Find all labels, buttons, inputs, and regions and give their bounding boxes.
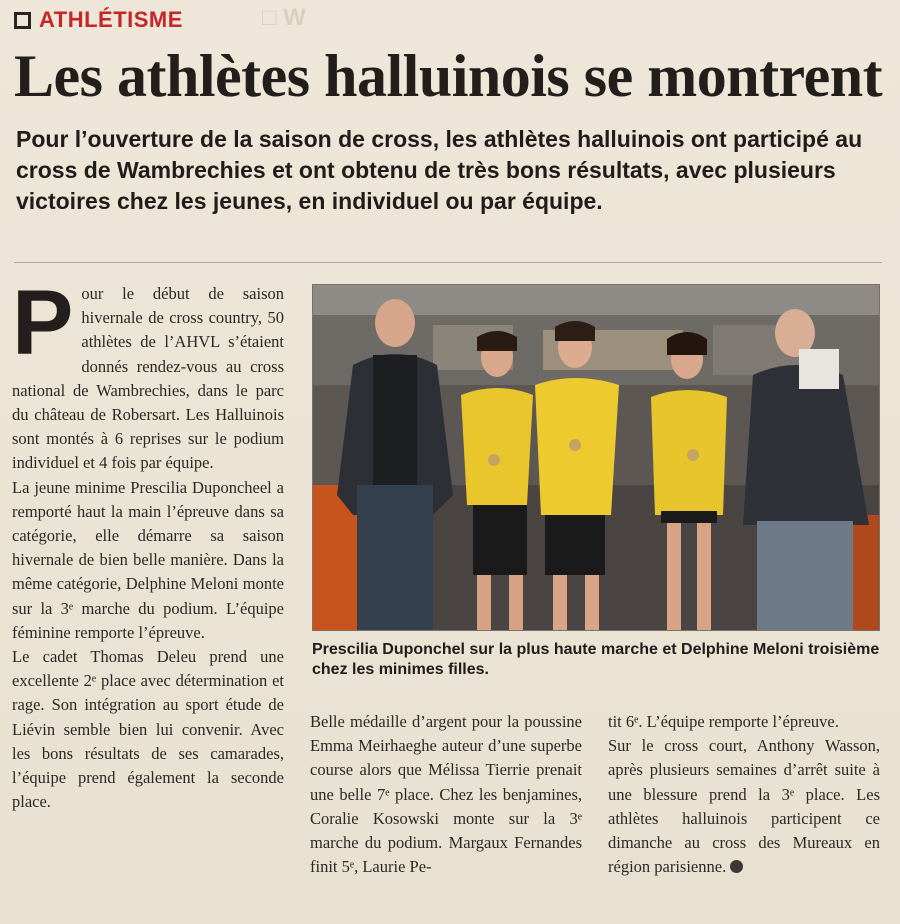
paragraph-2: La jeune minime Prescilia Duponcheel a remporté haut la main l’épreuve dans sa catégorie, elle démarre sa saison hivernale de bien belle manière. Dans la même catégorie, Delphine Meloni monte sur la 3ᵉ marche du podium. L’équipe féminine remporte l’épreuve. bbox=[12, 477, 284, 642]
paragraph-4: Belle médaille d’argent pour la poussine Emma Meirhaeghe auteur d’une superbe course alors que Mélissa Tierrie prenait une belle 7ᵉ place. Chez les benjamines, Coralie Kosowski monte sur la 3ᵉ marche du podium. Margaux Fernandes finit 5ᵉ, Laurie Pe- bbox=[310, 712, 582, 877]
paragraph-1 bbox=[12, 272, 284, 476]
rubric-label: ATHLÉTISME bbox=[39, 7, 183, 32]
divider-rule bbox=[14, 262, 882, 263]
podium-photo bbox=[312, 284, 880, 631]
article-column-1 bbox=[12, 272, 284, 814]
photo-caption: Prescilia Duponchel sur la plus haute marche et Delphine Meloni troisième chez les minimes filles. bbox=[312, 641, 880, 678]
paragraph-1-text: our le début de saison hivernale de cross country, 50 athlètes de l’AHVL s’étaient donnés rendez-vous au cross national de Wambrechies, dans le parc du château de Robersart. Les Halluinois sont montés à 6 reprises sur le podium individuel et 4 fois par équipe. bbox=[12, 284, 284, 473]
article-column-2 bbox=[310, 710, 582, 879]
drop-cap: P bbox=[12, 272, 74, 374]
intro-paragraph: Pour l’ouverture de la saison de cross, les athlètes halluinois ont participé au cross de Wambrechies et ont obtenu de très bons résultats, avec plusieurs victoires chez les jeunes, en individuel ou par équipe. bbox=[16, 126, 863, 214]
section-rubric bbox=[14, 6, 183, 34]
square-outline-icon bbox=[14, 12, 31, 29]
headline: Les athlètes halluinois se montrent bbox=[14, 43, 883, 109]
paragraph-3: Le cadet Thomas Deleu prend une excellente 2ᵉ place avec détermination et rage. Son intégration au sport étude de Liévin semble bien lui convenir. Avec les bons résultats de ses camarades, l’équipe prend également la seconde place. bbox=[12, 647, 284, 812]
article-column-3 bbox=[608, 710, 880, 879]
bleed-through-text: □ W bbox=[262, 4, 306, 31]
podium-photo-illustration bbox=[313, 285, 880, 631]
filled-circle-end-mark-icon bbox=[730, 860, 743, 873]
paragraph-6 bbox=[608, 734, 880, 879]
paragraph-6-text: Sur le cross court, Anthony Wasson, après plusieurs semaines d’arrêt suite à une blessure prend la 3ᵉ place. Les athlètes halluinois participent ce dimanche au cross des Mureaux en région parisienne. bbox=[608, 736, 880, 877]
paragraph-5: tit 6ᵉ. L’équipe remporte l’épreuve. bbox=[608, 712, 839, 731]
